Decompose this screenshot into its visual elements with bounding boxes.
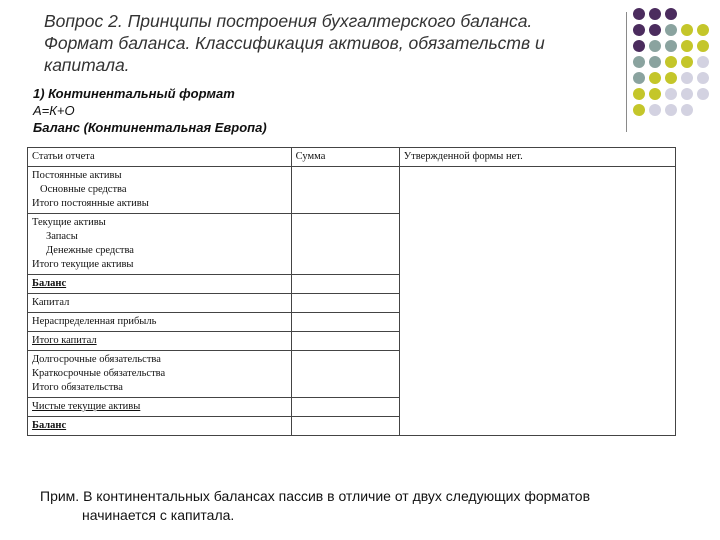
- fixed-assets-cell: [28, 167, 292, 214]
- sum-cell: [291, 332, 399, 351]
- sum-cell: [291, 214, 399, 275]
- decorative-divider: [626, 12, 627, 132]
- dot: [665, 8, 677, 20]
- sum-cell: [291, 417, 399, 436]
- sum-cell: [291, 351, 399, 398]
- current-assets-cell: [28, 214, 292, 275]
- sum-cell: [291, 167, 399, 214]
- dot: [665, 88, 677, 100]
- dot: [633, 24, 645, 36]
- dot: [681, 72, 693, 84]
- title-line-1: Вопрос 2. Принципы построения бухгалтерского баланса.: [44, 11, 533, 31]
- dot: [633, 88, 645, 100]
- dot: [649, 40, 661, 52]
- format-name: 1) Континентальный формат: [33, 86, 235, 101]
- dot: [649, 88, 661, 100]
- sum-cell: [291, 275, 399, 294]
- dot: [681, 24, 693, 36]
- dot: [649, 24, 661, 36]
- current-assets-total: Итого текущие активы: [32, 259, 134, 270]
- retained-earnings-cell: Нераспределенная прибыль: [28, 313, 292, 332]
- dot: [665, 24, 677, 36]
- note-cell: [399, 167, 675, 436]
- capital-cell: Капитал: [28, 294, 292, 313]
- balance-total-assets: Баланс: [28, 275, 292, 294]
- current-assets-item: Запасы: [46, 231, 78, 242]
- dot: [697, 56, 709, 68]
- dot: [681, 104, 693, 116]
- dot: [665, 104, 677, 116]
- dot: [633, 8, 645, 20]
- slide-title: [44, 10, 604, 76]
- fixed-assets-heading: Постоянные активы: [32, 170, 122, 181]
- dot: [697, 72, 709, 84]
- header-note: Утвержденной формы нет.: [399, 148, 675, 167]
- dot: [665, 56, 677, 68]
- short-term-liabilities: Краткосрочные обязательства: [32, 368, 166, 379]
- format-caption: Баланс (Континентальная Европа): [33, 120, 267, 135]
- dot: [649, 8, 661, 20]
- table-row: [28, 167, 676, 214]
- footnote: [40, 487, 700, 525]
- dot: [633, 40, 645, 52]
- balance-total-liabilities: Баланс: [28, 417, 292, 436]
- title-line-2: Формат баланса. Классификация активов, обязательств и: [44, 33, 545, 53]
- long-term-liabilities: Долгосрочные обязательства: [32, 354, 161, 365]
- total-capital-cell: Итого капитал: [28, 332, 292, 351]
- fixed-assets-item: Основные средства: [40, 184, 127, 195]
- balance-table: [27, 147, 676, 436]
- table-header-row: [28, 148, 676, 167]
- liabilities-cell: [28, 351, 292, 398]
- dot: [633, 72, 645, 84]
- sum-cell: [291, 313, 399, 332]
- fixed-assets-total: Итого постоянные активы: [32, 198, 149, 209]
- net-current-assets-cell: Чистые текущие активы: [28, 398, 292, 417]
- format-heading: [33, 85, 267, 136]
- sum-cell: [291, 294, 399, 313]
- current-assets-heading: Текущие активы: [32, 217, 106, 228]
- dot: [697, 88, 709, 100]
- dot: [681, 56, 693, 68]
- dot: [649, 56, 661, 68]
- dot: [633, 104, 645, 116]
- dot: [697, 40, 709, 52]
- decorative-dot-grid: [633, 8, 715, 118]
- dot: [665, 72, 677, 84]
- current-assets-item: Денежные средства: [46, 245, 134, 256]
- dot: [697, 24, 709, 36]
- header-items: Статьи отчета: [28, 148, 292, 167]
- dot: [633, 56, 645, 68]
- format-equation: А=К+О: [33, 103, 75, 118]
- footnote-line-2: начинается с капитала.: [82, 507, 235, 523]
- total-liabilities: Итого обязательства: [32, 382, 123, 393]
- dot: [681, 88, 693, 100]
- header-sum: Сумма: [291, 148, 399, 167]
- dot: [649, 104, 661, 116]
- dot: [665, 40, 677, 52]
- dot: [681, 40, 693, 52]
- title-line-3: капитала.: [44, 55, 130, 75]
- sum-cell: [291, 398, 399, 417]
- dot: [649, 72, 661, 84]
- footnote-line-1: Прим. В континентальных балансах пассив в отличие от двух следующих форматов: [40, 488, 591, 504]
